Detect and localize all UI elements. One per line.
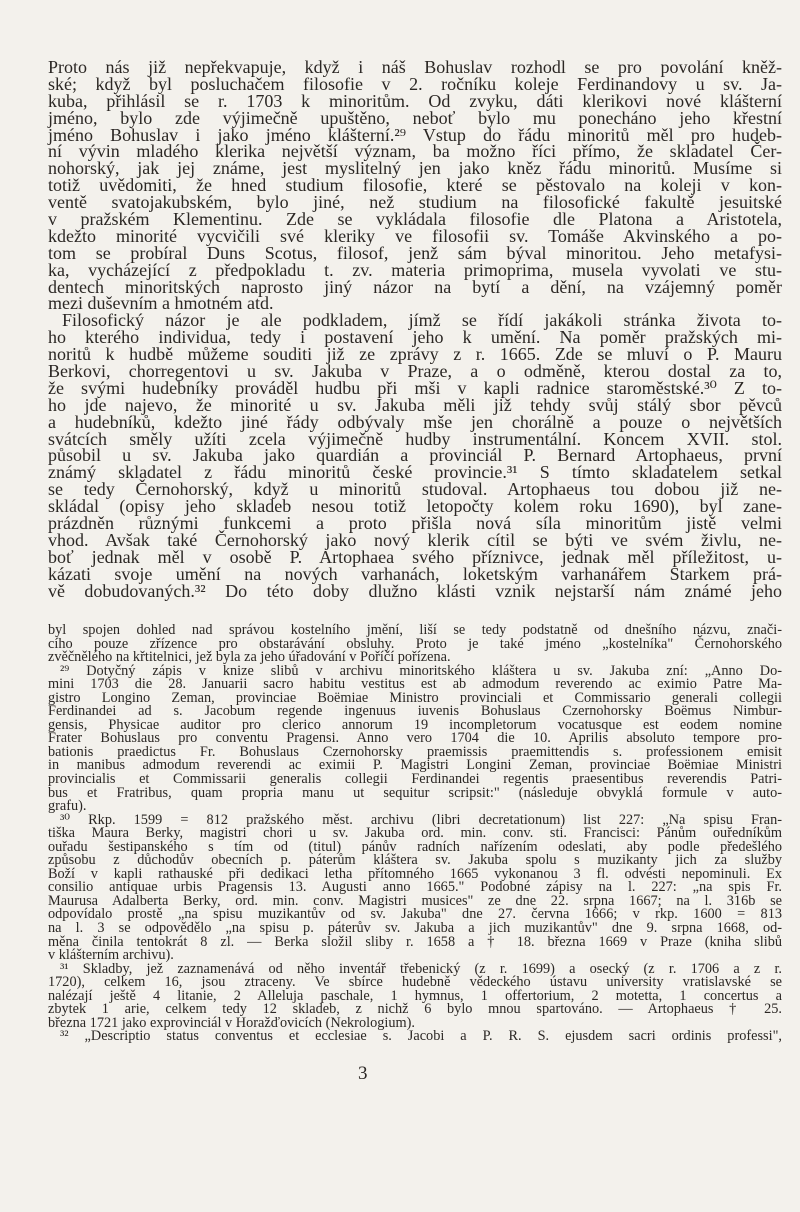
- footnote-line: tiška Maura Berky, magistri chori u sv. Jakuba ord. min. conv. sti. Francisci: Pánům ouředníkům: [48, 825, 782, 842]
- footnote-line: provincialis et Commissarii generalis collegii Ferdinandei regentis praesentibus reverendis Patri-: [48, 771, 782, 788]
- footnote-line: cího pouze zřízence pro obstarávání obsluhy. Proto je také jméno „kostelníka" Černohorského: [48, 635, 782, 652]
- text-line: noritů k hudbě můžeme souditi již ze zprávy z r. 1665. Zde se mluví o P. Mauru: [48, 344, 782, 365]
- footnote-line: nalézají ještě 4 litanie, 2 Alleluja paschale, 1 hymnus, 1 offertorium, 2 motetta, 1 concertus a: [48, 987, 782, 1004]
- footnote-line: Ferdinandei ad s. Jacobum regende ingenuus iuvenis Bohuslaus Czernohorsky Boëmus Nimbur-: [48, 703, 782, 720]
- text-line: ní vývin mladého klerika největší význam, ba možno říci přímo, že skladatel Čer-: [48, 141, 782, 162]
- text-line: mezi duševním a hmotném atd.: [48, 293, 274, 314]
- footnote-line: ³² „Descriptio status conventus et ecclesiae s. Jacobi a P. R. S. ejusdem sacri ordinis professi",: [60, 1028, 782, 1045]
- text-line: kuba, přihlásil se r. 1703 k minoritům. Od zvyku, dáti klerikovi nové klášterní: [48, 90, 782, 111]
- footnote-line: Boží v kapli rathauské při dedikaci letha přítomného 1665 vykonanou 3 fl. odvésti nepominuli. Ex: [48, 865, 782, 882]
- text-line: boť jednak měl v osobě P. Artophaea svého příznivce, jednak měl příležitost, u-: [48, 546, 782, 567]
- text-line: vě dobudovaných.³² Do této doby dlužno klásti vznik nejstarší nám známé jeho: [48, 580, 782, 601]
- text-line: svátcích směly užíti zcela výjimečně hudby instrumentální. Koncem XVII. stol.: [48, 428, 782, 449]
- footnote-line: měna činila tentokrát 8 zl. — Berka složil sliby r. 1658 a † 18. března 1669 v Praze (kniha slibů: [48, 933, 782, 950]
- text-line: Filosofický názor je ale podkladem, jímž se řídí jakákoli stránka života to-: [62, 310, 782, 331]
- text-line: působil u sv. Jakuba jako quardián a provinciál P. Bernard Artophaeus, první: [48, 445, 782, 466]
- text-line: Berkovi, chorregentovi u sv. Jakuba v Praze, a o odměně, kterou dostal za to,: [48, 361, 782, 382]
- text-line: v pražském Klementinu. Zde se vykládala filosofie dle Platona a Aristotela,: [48, 209, 782, 230]
- text-line: jméno Bohuslav i jako jméno klášterní.²⁹ Vstup do řádu minoritů měl pro hudeb-: [48, 124, 782, 145]
- text-line: ho jde najevo, že minorité u sv. Jakuba měli již tehdy svůj stálý sbor pěvců: [48, 394, 782, 415]
- footnote-line: Maurusa Adalberta Berky, ord. min. conv. Magistri musices" ze dne 22. srpna 1667; na l. 316b se: [48, 892, 782, 909]
- main-text: [48, 59, 782, 600]
- text-line: se tedy Černohorský, když u minoritů studoval. Artophaeus tou dobou již ne-: [48, 479, 782, 500]
- footnotes: [48, 624, 782, 1044]
- text-line: ské; když byl posluchačem filosofie v 2. ročníku koleje Ferdinandovy u sv. Ja-: [48, 73, 782, 94]
- text-line: dentech minoritských naprosto jiný názor na bytí a dění, na vzájemný poměr: [48, 276, 782, 297]
- footnote-line: ²⁹ Dotyčný zápis v knize slibů v archivu minoritského kláštera u sv. Jakuba zní: „Anno Do-: [60, 662, 782, 679]
- footnote-line: v klášterním archivu).: [48, 947, 174, 964]
- text-line: skládal (opisy jeho skladeb nesou totiž letopočty kolem roku 1690), byl zane-: [48, 496, 782, 517]
- page-number: 3: [358, 1063, 368, 1084]
- text-line: že svými hudebníky prováděl hudbu při mši v kapli radnice staroměstské.³⁰ Z to-: [48, 377, 782, 398]
- footnote-line: byl spojen dohled nad správou kostelního jmění, liší se tedy podstatně od dnešního názvu, znači-: [48, 622, 782, 638]
- text-line: kázati svoje umění na nových varhanách, loketským varhanářem Starkem prá-: [48, 563, 782, 584]
- footnote-line: gistro Longino Zeman, provinciae Boëmiae Ministro provinciali et Commissario generali collegii: [48, 689, 782, 706]
- text-line: kdežto minorité vycvičili své kleriky ve filosofii sv. Tomáše Akvinského a po-: [48, 225, 782, 246]
- footnote-line: března 1721 jako exprovinciál v Horažďovicích (Nekrologium).: [48, 1014, 415, 1031]
- text-line: Proto nás již nepřekvapuje, když i náš Bohuslav rozhodl se pro povolání kněž-: [48, 57, 782, 77]
- text-line: vhod. Avšak také Černohorský jako nový klerik cítil se býti ve svém živlu, ne-: [48, 529, 782, 550]
- text-line: prázdněn různými funkcemi a proto přišla nová síla minoritům jistě velmi: [48, 513, 782, 534]
- footnote-line: odpovídalo prostě „na spisu muzikantův od sv. Jakuba" dne 27. června 1666; v rkp. 1600 = 813: [48, 906, 782, 923]
- footnote-line: gensis, Physicae auditor pro clerico annorum 19 incompletorum vocatusque est eodem nomine: [48, 716, 782, 733]
- footnote-line: na l. 3 se odpovědělo „na spisu p. páterův sv. Jakuba a jich muzikantův" dne 9. srpna 1668, od-: [48, 920, 782, 937]
- footnote-line: zbytek 1 arie, celkem tedy 12 skladeb, z nichž 6 bylo mnou spartováno. — Artophaeus † 25.: [48, 1001, 782, 1018]
- footnote-line: ouřadu šestipanského s tím od (titul) pánův radních nařízením odeslati, aby podle předešlého: [48, 838, 782, 855]
- footnote-line: bationis praedictus Fr. Bohuslaus Czernohorsky praemissis praemittendis s. professionem emisit: [48, 743, 782, 760]
- text-line: nohorský, jak jej známe, jest myslitelný jen jako kněz řádu minoritů. Musíme si: [48, 158, 782, 179]
- footnote-line: ³⁰ Rkp. 1599 = 812 pražského měst. archivu (libri decretationum) list 227: „Na spisu Fran-: [60, 811, 782, 828]
- text-line: jméno, bylo zde výjimečně upuštěno, neboť bylo mu ponecháno jeho křestní: [48, 107, 782, 128]
- text-line: známý skladatel z řádu minoritů české provincie.³¹ S tímto skladatelem setkal: [48, 462, 782, 483]
- text-line: ventě svatojakubském, bylo jiné, než studium na filosofické fakultě jesuitské: [48, 192, 782, 213]
- footnote-line: 1720), celkem 16, jsou ztraceny. Ve sbírce hudebně vědeckého ústavu university vratislavské se: [48, 974, 782, 991]
- text-line: ka, vycházející z předpokladu t. zv. materia primoprima, musela vyvolati ve stu-: [48, 259, 782, 280]
- footnote-line: bus et Fratribus, quam propria manu ut sequitur scripsit:" (následuje obvyklá formule v auto-: [48, 784, 782, 801]
- footnote-line: mini 1703 die 28. Januarii sacro habitu vestitus est ab admodum reverendo ac eximio Patre Ma-: [48, 676, 782, 693]
- footnote-line: in manibus admodum reverendi ac eximii P. Magistri Longini Zeman, provinciae Boëmiae Ministri: [48, 757, 782, 774]
- footnote-line: způsobu z důchodův obecních p. páterům kláštera sv. Jakuba spolu s muzikanty jich za služby: [48, 852, 782, 869]
- text-line: a hudebníků, kdežto jiné řády odbývaly mše jen chorálně a pouze o největších: [48, 411, 782, 432]
- text-line: ho kterého individua, tedy i postavení jeho k umění. Na poměr pražských mi-: [48, 327, 782, 348]
- footnote-line: grafu).: [48, 798, 87, 815]
- footnote-line: Frater Bohuslaus pro conventu Pragensi. Anno vero 1704 die 10. Aprilis absoluto tempore pro-: [48, 730, 782, 747]
- footnote-line: zvěčnělého na křtitelnici, jež byla za jeho úřadování v Poříčí pořízena.: [48, 649, 451, 666]
- text-line: tom se probíral Duns Scotus, filosof, jenž sám býval minoritou. Jeho metafysi-: [48, 242, 782, 263]
- footnote-line: ³¹ Skladby, jež zaznamenává od něho inventář třebenický (z r. 1699) a osecký (z r. 1706 a z r.: [60, 960, 782, 977]
- footnote-line: consilio antiquae urbis Pragensis 13. Augusti anno 1665." Podobné zápisy na l. 227: „na spis Fr.: [48, 879, 782, 896]
- text-line: totiž uvědomiti, že hned studium filosofie, které se pěstovalo na koleji v kon-: [48, 175, 782, 196]
